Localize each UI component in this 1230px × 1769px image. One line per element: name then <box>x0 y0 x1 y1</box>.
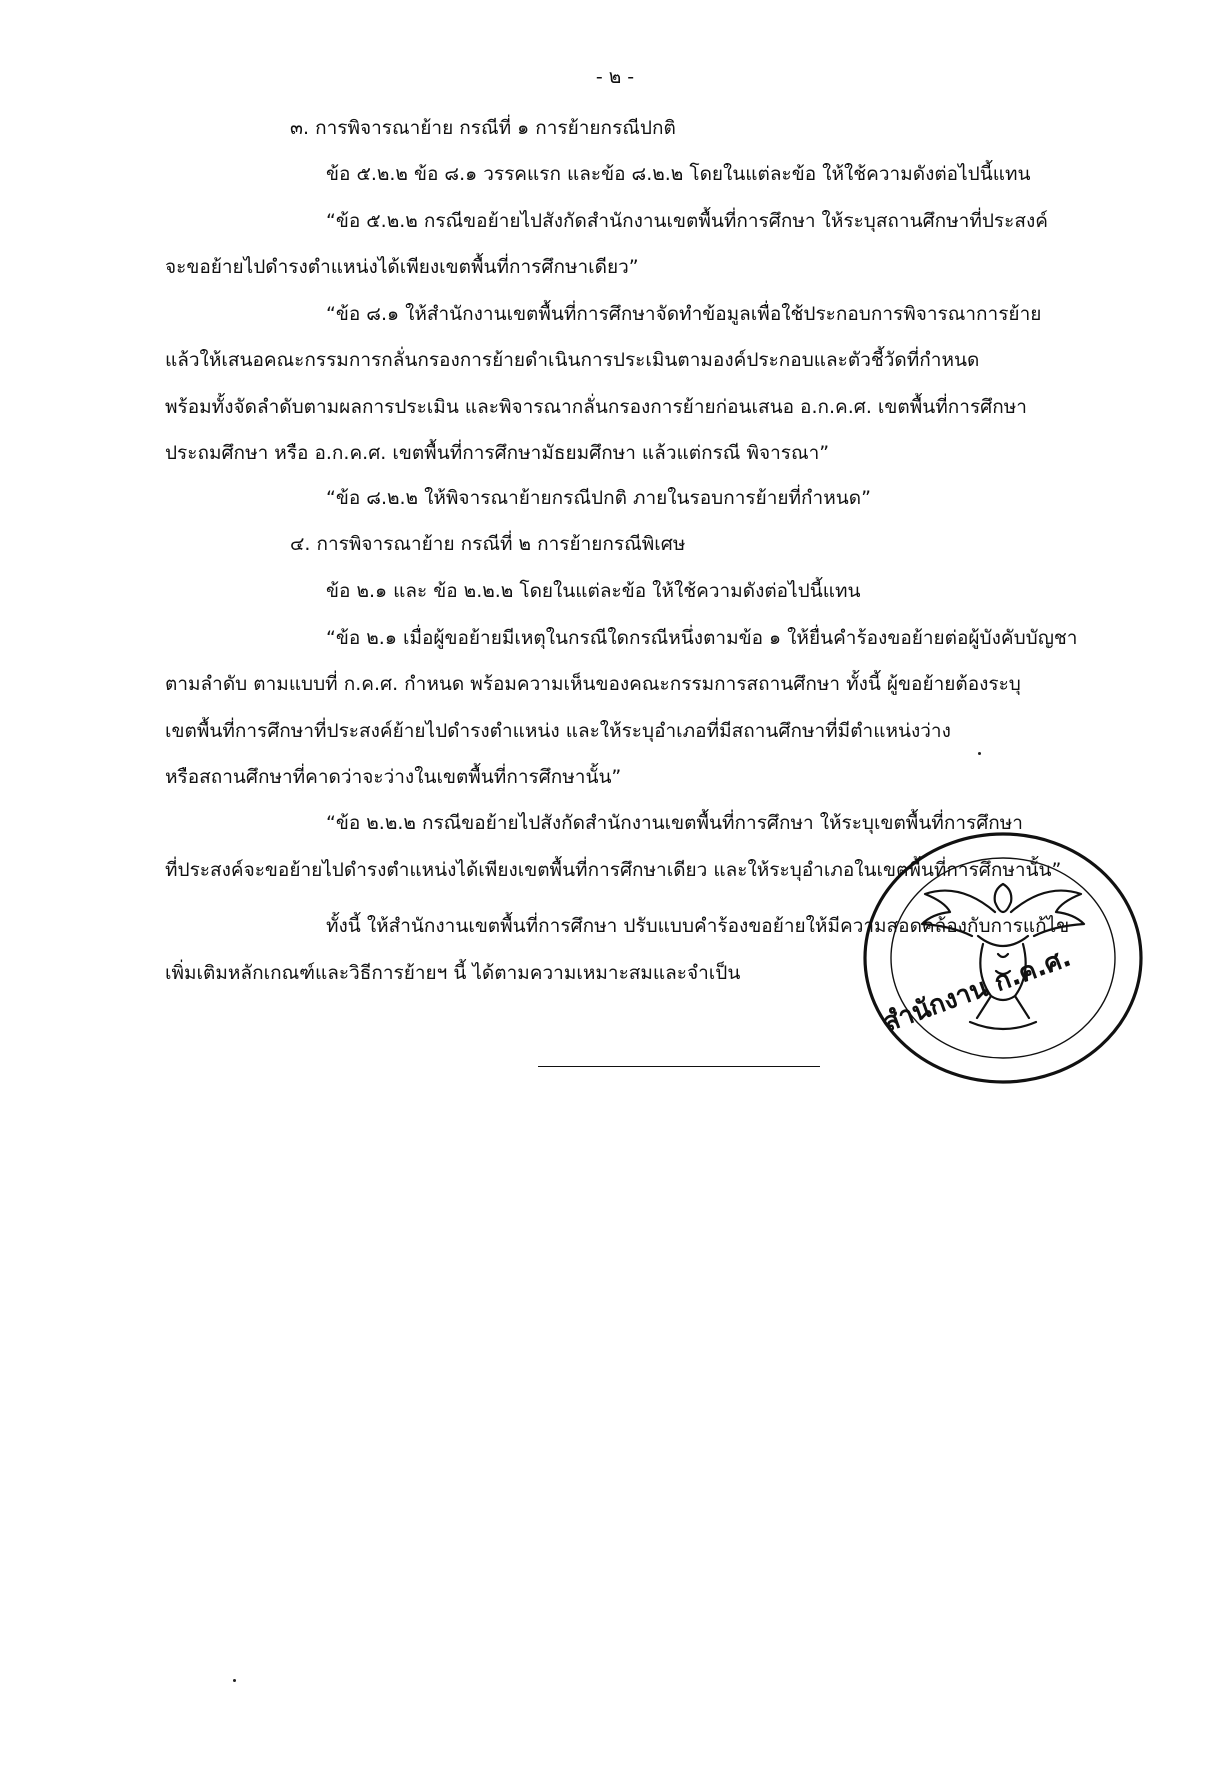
official-seal-stamp <box>858 826 1148 1086</box>
paragraph-line: “ข้อ ๘.๒.๒ ให้พิจารณาย้ายกรณีปกติ ภายในรอบการย้ายที่กำหนด” <box>326 487 871 509</box>
paragraph-line: ตามลำดับ ตามแบบที่ ก.ค.ศ. กำหนด พร้อมความเห็นของคณะกรรมการสถานศึกษา ทั้งนี้ ผู้ขอย้ายต้องระบุ <box>165 673 1021 695</box>
scan-speck <box>233 1679 236 1682</box>
section-3-heading: ๓. การพิจารณาย้าย กรณีที่ ๑ การย้ายกรณีปกติ <box>290 117 676 139</box>
scan-speck <box>978 752 981 755</box>
paragraph-line: “ข้อ ๕.๒.๒ กรณีขอย้ายไปสังกัดสำนักงานเขตพื้นที่การศึกษา ให้ระบุสถานศึกษาที่ประสงค์ <box>326 210 1048 232</box>
paragraph-line: ข้อ ๒.๑ และ ข้อ ๒.๒.๒ โดยในแต่ละข้อ ให้ใช้ความดังต่อไปนี้แทน <box>326 580 861 602</box>
paragraph-line: เขตพื้นที่การศึกษาที่ประสงค์ย้ายไปดำรงตำแหน่ง และให้ระบุอำเภอที่มีสถานศึกษาที่มีตำแหน่งว่าง <box>165 720 951 742</box>
paragraph-line: ข้อ ๕.๒.๒ ข้อ ๘.๑ วรรคแรก และข้อ ๘.๒.๒ โดยในแต่ละข้อ ให้ใช้ความดังต่อไปนี้แทน <box>326 163 1031 185</box>
paragraph-line: พร้อมทั้งจัดลำดับตามผลการประเมิน และพิจารณากลั่นกรองการย้ายก่อนเสนอ อ.ก.ค.ศ. เขตพื้นที่การศึกษา <box>165 396 1027 418</box>
paragraph-line: จะขอย้ายไปดำรงตำแหน่งได้เพียงเขตพื้นที่การศึกษาเดียว” <box>165 256 639 278</box>
paragraph-line: เพิ่มเติมหลักเกณฑ์และวิธีการย้ายฯ นี้ ได้ตามความเหมาะสมและจำเป็น <box>165 962 741 984</box>
section-4-heading: ๔. การพิจารณาย้าย กรณีที่ ๒ การย้ายกรณีพิเศษ <box>290 533 686 555</box>
paragraph-line: “ข้อ ๘.๑ ให้สำนักงานเขตพื้นที่การศึกษาจัดทำข้อมูลเพื่อใช้ประกอบการพิจารณาการย้าย <box>326 303 1042 325</box>
paragraph-line: “ข้อ ๒.๒.๒ กรณีขอย้ายไปสังกัดสำนักงานเขตพื้นที่การศึกษา ให้ระบุเขตพื้นที่การศึกษา <box>326 812 1023 834</box>
paragraph-line: หรือสถานศึกษาที่คาดว่าจะว่างในเขตพื้นที่การศึกษานั้น” <box>165 766 622 788</box>
paragraph-line: ทั้งนี้ ให้สำนักงานเขตพื้นที่การศึกษา ปรับแบบคำร้องขอย้ายให้มีความสอดคล้องกับการแก้ไข <box>326 915 1070 937</box>
closing-rule <box>538 1066 820 1067</box>
paragraph-line: ที่ประสงค์จะขอย้ายไปดำรงตำแหน่งได้เพียงเขตพื้นที่การศึกษาเดียว และให้ระบุอำเภอในเขตพื้นที่การศึกษานั้น” <box>165 859 1062 881</box>
paragraph-line: แล้วให้เสนอคณะกรรมการกลั่นกรองการย้ายดำเนินการประเมินตามองค์ประกอบและตัวชี้วัดที่กำหนด <box>165 349 980 371</box>
page-number: - ๒ - <box>595 66 635 88</box>
seal-text: สำนักงาน ก.ค.ศ. <box>879 942 1076 1039</box>
paragraph-line: ประถมศึกษา หรือ อ.ก.ค.ศ. เขตพื้นที่การศึกษามัธยมศึกษา แล้วแต่กรณี พิจารณา” <box>165 442 830 464</box>
paragraph-line: “ข้อ ๒.๑ เมื่อผู้ขอย้ายมีเหตุในกรณีใดกรณีหนึ่งตามข้อ ๑ ให้ยื่นคำร้องขอย้ายต่อผู้บังคับบัญชา <box>326 627 1078 649</box>
